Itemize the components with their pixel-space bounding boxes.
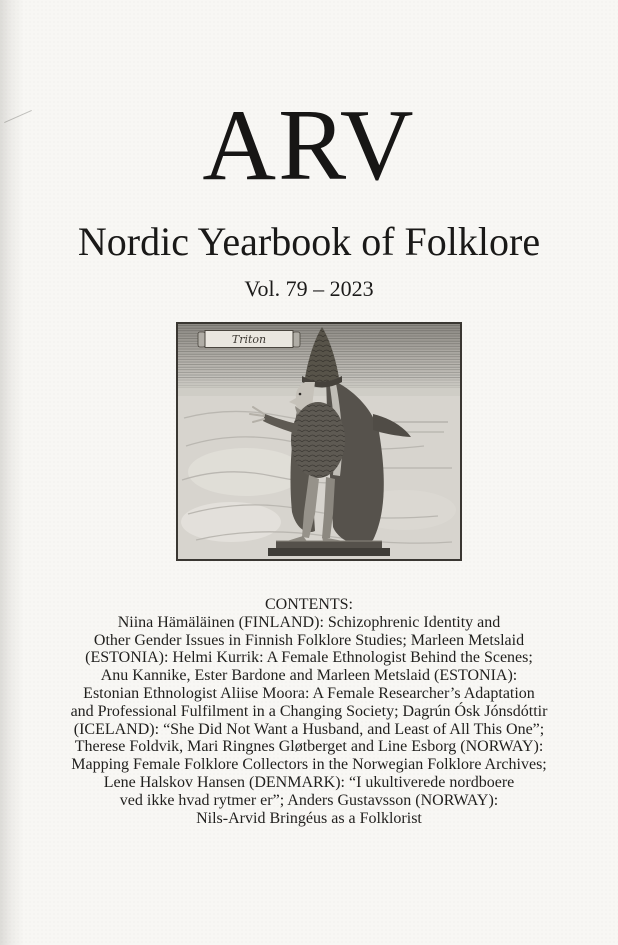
contents-line: Mapping Female Folklore Collectors in the Norwegian Folklore Archives; <box>71 756 547 774</box>
contents-line: Therese Foldvik, Mari Ringnes Gløtberget and Line Esborg (NORWAY): <box>74 738 544 756</box>
plinth-base <box>268 548 390 556</box>
contents-line: (ICELAND): “She Did Not Want a Husband, and Least of All This One”; <box>73 720 545 738</box>
journal-title: ARV <box>202 89 416 202</box>
contents-line: Other Gender Issues in Finnish Folklore Studies; Marleen Metslaid <box>93 631 525 649</box>
contents-line: Anu Kannike, Ester Bardone and Marleen Metslaid (ESTONIA): <box>100 667 518 685</box>
title-banner <box>198 331 300 348</box>
contents-line: Estonian Ethnologist Aliise Moora: A Female Researcher’s Adaptation <box>83 684 535 702</box>
banner-roll-left <box>198 332 205 347</box>
banner-roll-right <box>293 332 300 347</box>
contents-line: Lene Halskov Hansen (DENMARK): “I ukultiverede nordboere <box>103 773 515 791</box>
eye <box>299 393 302 396</box>
journal-subtitle: Nordic Yearbook of Folklore <box>77 219 541 264</box>
triton-engraving <box>176 322 462 561</box>
contents-heading: CONTENTS: <box>265 596 353 613</box>
contents-line: Niina Hämäläinen (FINLAND): Schizophrenic Identity and <box>117 613 501 631</box>
volume-line: Vol. 79 – 2023 <box>244 276 374 301</box>
contents-section <box>0 596 618 827</box>
contents-line: ved ikke hvad rytmer er”; Anders Gustavsson (NORWAY): <box>119 791 499 809</box>
engraving-caption: Triton <box>231 333 267 346</box>
contents-line: Nils-Arvid Bringéus as a Folklorist <box>196 809 422 827</box>
contents-line: and Professional Fulfilment in a Changing Society; Dagrún Ósk Jónsdóttir <box>70 702 548 720</box>
plinth-top <box>276 541 382 548</box>
contents-line: (ESTONIA): Helmi Kurrik: A Female Ethnologist Behind the Scenes; <box>85 649 533 667</box>
